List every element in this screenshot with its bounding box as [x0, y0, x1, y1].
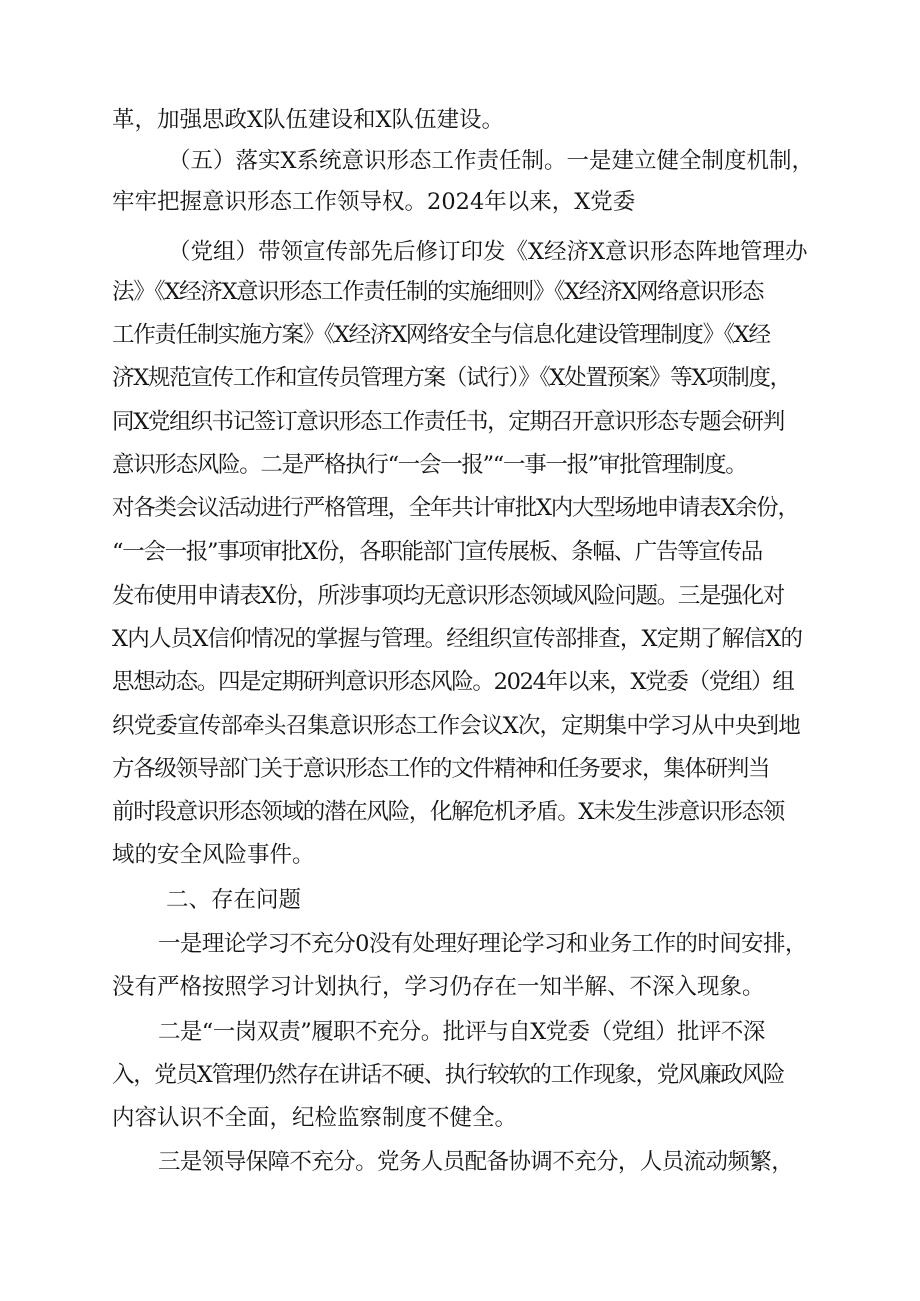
- text-line: X内人员X信仰情况的掌握与管理。经组织宣传部排查，X定期了解信X的: [112, 626, 803, 652]
- text-line: 法》《X经济X意识形态工作责任制的实施细则》《X经济X网络意识形态: [112, 279, 764, 305]
- text-line: 前时段意识形态领域的潜在风险，化解危机矛盾。X未发生涉意识形态领: [112, 799, 784, 825]
- text-line: 思想动态。四是定期研判意识形态风险。2024年以来，X党委（党组）组: [112, 669, 794, 695]
- text-line: 工作责任制实施方案》《X经济X网络安全与信息化建设管理制度》《X经: [112, 322, 770, 348]
- text-line: 内容认识不全面，纪检监察制度不健全。: [112, 1105, 518, 1131]
- text-line: 革，加强思政X队伍建设和X队伍建设。: [112, 107, 505, 133]
- text-line: 方各级领导部门关于意识形态工作的文件精神和任务要求，集体研判当: [112, 756, 770, 782]
- text-line: 二是“一岗双责”履职不充分。批评与自X党委（党组）批评不深: [158, 1019, 765, 1045]
- text-line: 牢牢把握意识形态工作领导权。2024年以来，X党委: [112, 189, 636, 215]
- text-line: 三是领导保障不充分。党务人员配备协调不充分，人员流动频繁，: [158, 1149, 794, 1175]
- text-line: “一会一报”事项审批X份，各职能部门宣传展板、条幅、广告等宣传品: [112, 539, 762, 565]
- text-line: 对各类会议活动进行严格管理，全年共计审批X内大型场地申请表X余份，: [112, 495, 799, 521]
- section-heading: 二、存在问题: [166, 887, 302, 913]
- text-line: 意识形态风险。二是严格执行“一会一报”“一事一报”审批管理制度。: [112, 452, 747, 478]
- text-line: （党组）带领宣传部先后修订印发《X经济X意识形态阵地管理办: [168, 239, 808, 265]
- text-line: 入，党员X管理仍然存在讲话不硬、执行较软的工作现象，党风廉政风险: [112, 1062, 784, 1088]
- text-line: 织党委宣传部牵头召集意识形态工作会议X次，定期集中学习从中央到地: [112, 713, 800, 739]
- text-line: 济X规范宣传工作和宣传员管理方案（试行）》《X处置预案》等X项制度，: [112, 365, 791, 391]
- text-line: 发布使用申请表X份，所涉事项均无意识形态领域风险问题。三是强化对: [112, 583, 784, 609]
- text-line: 同X党组织书记签订意识形态工作责任书，定期召开意识形态专题会研判: [112, 409, 784, 435]
- text-line: 域的安全风险事件。: [112, 842, 315, 868]
- text-line: （五）落实X系统意识形态工作责任制。一是建立健全制度机制，: [168, 148, 815, 174]
- text-line: 没有严格按照学习计划执行，学习仍存在一知半解、不深入现象。: [112, 974, 765, 1000]
- text-line: 一是理论学习不充分0没有处理好理论学习和业务工作的时间安排，: [158, 931, 807, 957]
